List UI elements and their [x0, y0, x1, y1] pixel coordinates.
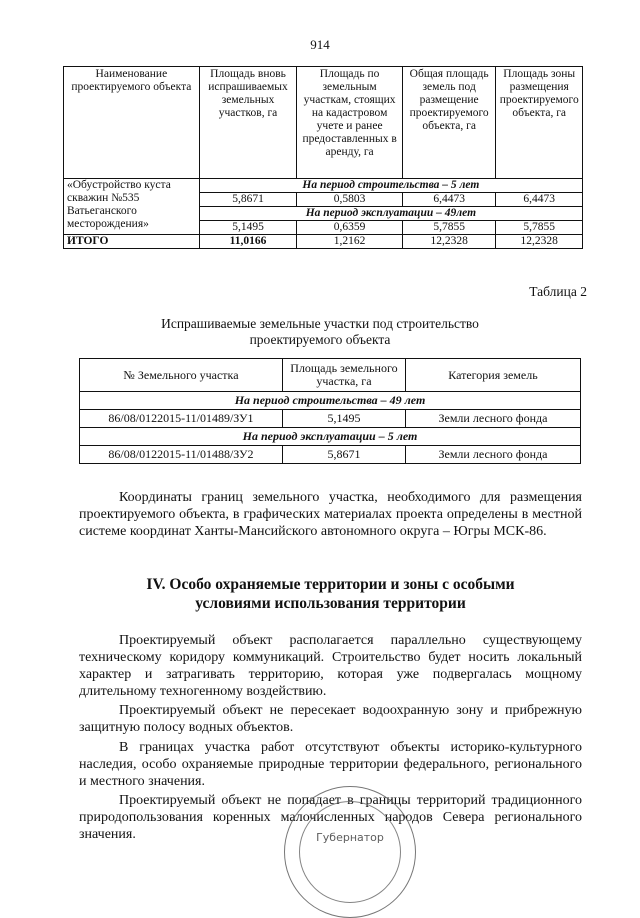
header-plot-area: Площадь земельного участка, га: [282, 359, 405, 392]
land-area-table: [63, 66, 583, 249]
period-construction: На период строительства – 5 лет: [199, 179, 582, 193]
header-cadastral-area: Площадь по земельным участкам, стоящих на кадастровом учете и ранее предоставленных в аренду, га: [297, 67, 403, 179]
section-heading: [79, 575, 582, 613]
table-row: [80, 410, 581, 428]
table2-title: [0, 316, 640, 348]
header-plot-number: № Земельного участка: [80, 359, 283, 392]
table-cell: 0,6359: [297, 221, 403, 235]
seal-inner-ring: [299, 801, 401, 903]
table-cell: Земли лесного фонда: [405, 446, 580, 464]
table-cell: 5,8671: [199, 193, 297, 207]
total-label: ИТОГО: [64, 235, 200, 249]
official-seal: [284, 786, 416, 918]
table2-caption: Таблица 2: [529, 284, 587, 299]
table-cell: 5,7855: [496, 221, 583, 235]
page-number: 914: [310, 37, 330, 52]
table-cell: 5,7855: [402, 221, 496, 235]
seal-text: Губернатор: [316, 831, 384, 844]
period-exploitation: На период эксплуатации – 49лет: [199, 207, 582, 221]
table-cell: 5,8671: [282, 446, 405, 464]
table-cell: 6,4473: [496, 193, 583, 207]
section-heading-line1: IV. Особо охраняемые территории и зоны с особыми: [146, 576, 515, 593]
table-cell: 5,1495: [282, 410, 405, 428]
period-exploitation: На период эксплуатации – 5 лет: [80, 428, 581, 446]
coordinates-paragraph: Координаты границ земельного участка, необходимого для размещения проектируемого объекта, в графических материалах проекта определены в местной системе координат Ханты-Мансийского автономного округа – Югры МСК-86.: [79, 490, 582, 539]
table-cell: 0,5803: [297, 193, 403, 207]
table-cell: 12,2328: [496, 235, 583, 249]
header-land-category: Категория земель: [405, 359, 580, 392]
header-object-name: Наименование проектируемого объекта: [64, 67, 200, 179]
table-cell: 12,2328: [402, 235, 496, 249]
table-row: [80, 446, 581, 464]
table-row: [80, 428, 581, 446]
section-heading-line2: условиями использования территории: [195, 595, 466, 612]
table2-title-line2: проектируемого объекта: [249, 332, 391, 347]
table-cell: 1,2162: [297, 235, 403, 249]
table-cell: 11,0166: [199, 235, 297, 249]
table-cell: 86/08/0122015-11/01489/ЗУ1: [80, 410, 283, 428]
paragraph: Проектируемый объект располагается параллельно существующему техническому коридору коммуникаций. Строительство будет носить локальный характер и затрагивать территорию, которая уже подвергалась мощному длительному техногенному воздействию.: [79, 633, 582, 699]
land-plots-table: [79, 358, 581, 464]
header-new-area: Площадь вновь испрашиваемых земельных участков, га: [199, 67, 297, 179]
header-zone-area: Площадь зоны размещения проектируемого объекта, га: [496, 67, 583, 179]
total-row: [64, 235, 583, 249]
table-header-row: [64, 67, 583, 179]
table-cell: 6,4473: [402, 193, 496, 207]
header-total-area: Общая площадь земель под размещение проектируемого объекта, га: [402, 67, 496, 179]
table-cell: Земли лесного фонда: [405, 410, 580, 428]
paragraph: Проектируемый объект не пересекает водоохранную зону и прибрежную защитную полосу водных объектов.: [79, 703, 582, 735]
paragraph: В границах участка работ отсутствуют объекты историко-культурного наследия, особо охраняемые природные территории федерального, регионального и местного значения.: [79, 740, 582, 789]
table-cell: 86/08/0122015-11/01488/ЗУ2: [80, 446, 283, 464]
table2-title-line1: Испрашиваемые земельные участки под строительство: [161, 316, 479, 331]
table-header-row: [80, 359, 581, 392]
table-row: [80, 392, 581, 410]
object-name-cell: «Обустройство куста скважин №535 Ватьеганского месторождения»: [64, 179, 200, 235]
paragraph: Проектируемый объект не попадает в границы территорий традиционного природопользования коренных малочисленных народов Севера регионального значения.: [79, 793, 582, 842]
period-construction: На период строительства – 49 лет: [80, 392, 581, 410]
table-row: [64, 179, 583, 193]
table-cell: 5,1495: [199, 221, 297, 235]
